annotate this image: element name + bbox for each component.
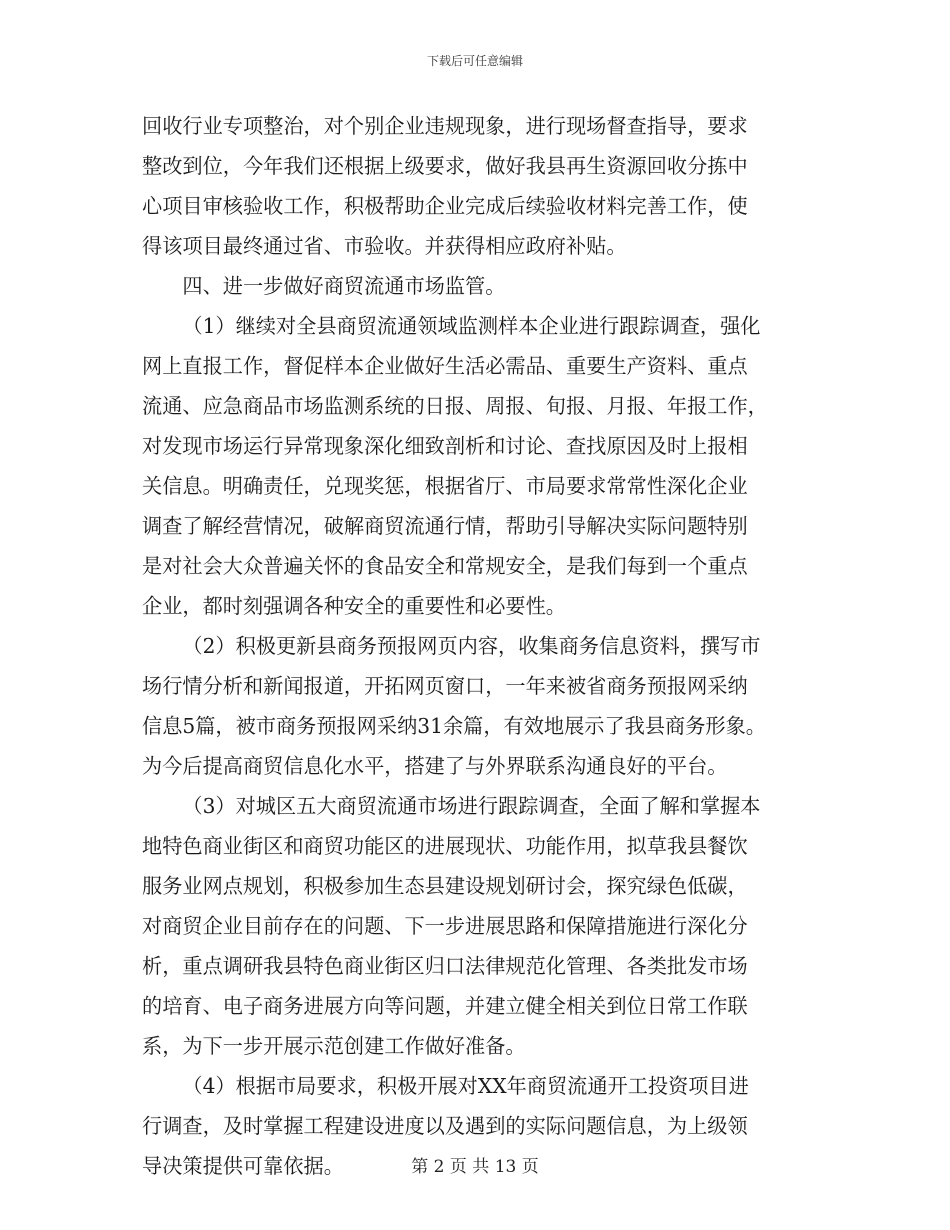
- text-line: 导决策提供可靠依据。: [142, 1154, 344, 1178]
- text-line: 四、进一步做好商贸流通市场监管。: [182, 274, 506, 298]
- text-line: 行调查，及时掌握工程建设进度以及遇到的实际问题信息，为上级领: [142, 1114, 748, 1138]
- text-line: 地特色商业街区和商贸功能区的进展现状、功能作用，拟草我县餐饮: [142, 834, 748, 858]
- text-line: 对发现市场运行异常现象深化细致剖析和讨论、查找原因及时上报相: [142, 434, 748, 458]
- text-line: 心项目审核验收工作，积极帮助企业完成后续验收材料完善工作，使: [142, 194, 748, 218]
- text-line: （2）积极更新县商务预报网页内容，收集商务信息资料，撰写市: [182, 634, 761, 658]
- text-line: 信息5篇，被市商务预报网采纳31余篇，有效地展示了我县商务形象。: [142, 714, 766, 738]
- text-line: （1）继续对全县商贸流通领域监测样本企业进行跟踪调查，强化: [182, 314, 761, 338]
- text-line: 析，重点调研我县特色商业街区归口法律规范化管理、各类批发市场: [142, 954, 748, 978]
- text-line: 场行情分析和新闻报道，开拓网页窗口，一年来被省商务预报网采纳: [142, 674, 748, 698]
- text-line: 的培育、电子商务进展方向等问题，并建立健全相关到位日常工作联: [142, 994, 748, 1018]
- text-line: 调查了解经营情况，破解商贸流通行情，帮助引导解决实际问题特别: [142, 514, 748, 538]
- text-line: 回收行业专项整治，对个别企业违规现象，进行现场督查指导，要求: [142, 114, 748, 138]
- text-line: 得该项目最终通过省、市验收。并获得相应政府补贴。: [142, 234, 627, 258]
- text-line: 企业，都时刻强调各种安全的重要性和必要性。: [142, 594, 566, 618]
- document-body: [142, 106, 810, 1186]
- text-line: 流通、应急商品市场监测系统的日报、周报、旬报、月报、年报工作，: [142, 394, 768, 418]
- page-header-note: 下载后可任意编辑: [426, 54, 523, 68]
- text-line: 系，为下一步开展示范创建工作做好准备。: [142, 1034, 526, 1058]
- text-line: 服务业网点规划，积极参加生态县建设规划研讨会，探究绿色低碳，: [142, 874, 748, 898]
- text-line: 为今后提高商贸信息化水平，搭建了与外界联系沟通良好的平台。: [142, 754, 728, 778]
- text-line: 是对社会大众普遍关怀的食品安全和常规安全，是我们每到一个重点: [142, 554, 748, 578]
- text-line: （3）对城区五大商贸流通市场进行跟踪调查，全面了解和掌握本: [182, 794, 761, 818]
- text-line: 网上直报工作，督促样本企业做好生活必需品、重要生产资料、重点: [142, 354, 748, 378]
- text-line: （4）根据市局要求，积极开展对XX年商贸流通开工投资项目进: [182, 1074, 749, 1098]
- page-number-footer: 第 2 页 共 13 页: [411, 1157, 539, 1177]
- text-line: 对商贸企业目前存在的问题、下一步进展思路和保障措施进行深化分: [142, 914, 748, 938]
- text-line: 关信息。明确责任，兑现奖惩，根据省厅、市局要求常常性深化企业: [142, 474, 748, 498]
- text-line: 整改到位，今年我们还根据上级要求，做好我县再生资源回收分拣中: [142, 154, 748, 178]
